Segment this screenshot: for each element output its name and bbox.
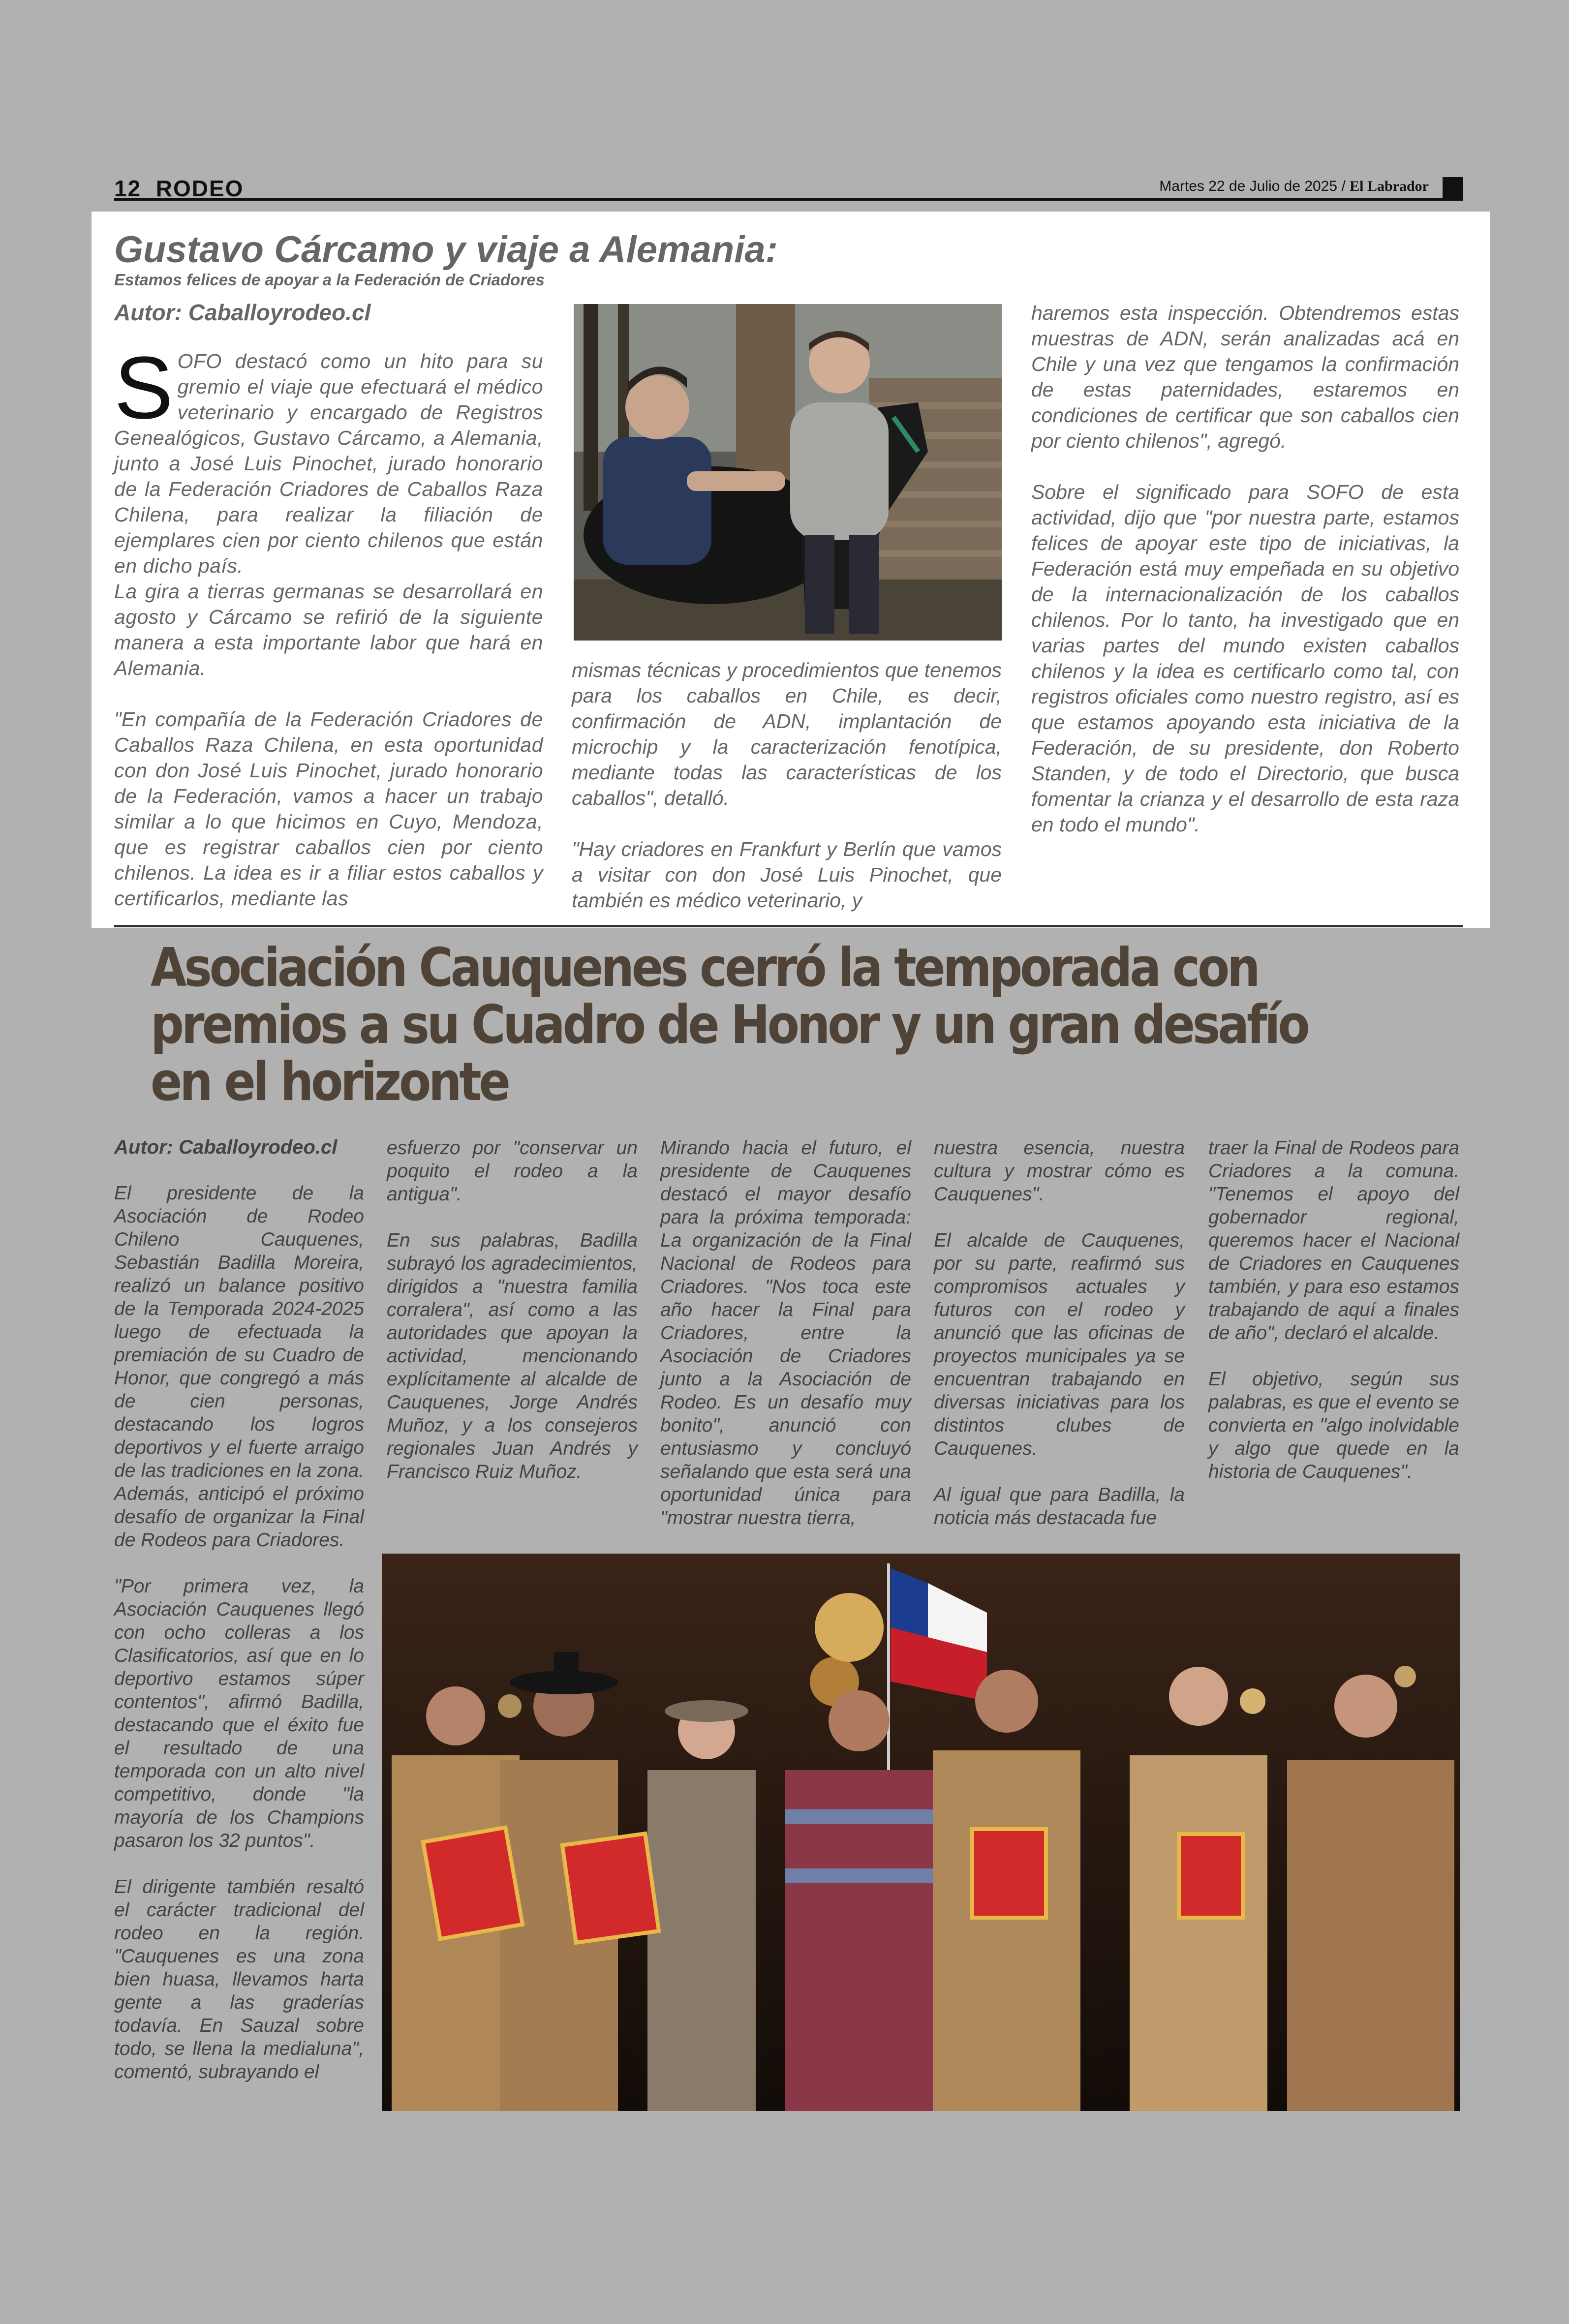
article2-column-2 [387, 1136, 638, 1506]
publication-name: El Labrador [1350, 178, 1429, 194]
dropcap: S [114, 338, 174, 437]
issue-date: Martes 22 de Julio de 2025 [1159, 178, 1338, 194]
paragraph: La gira a tierras germanas se desarrollará en agosto y Cárcamo se refirió de la siguiente manera a esta importante labor que hará en Alemania. [114, 580, 543, 679]
section-label: 12 RODEO [114, 176, 244, 201]
article2-column-3 [660, 1136, 911, 1553]
paragraph: "Por primera vez, la Asociación Cauquenes llegó con ocho colleras a los Clasificatorios, así que en lo deportivo estamos súper contentos", afirmó Badilla, destacando que el éxito fue el resultado de una temporada con un alto nivel competitivo, donde "la mayoría de los Champions pasaron los 32 puntos". [114, 1576, 364, 1851]
paragraph: "En compañía de la Federación Criadores de Caballos Raza Chilena, en esta oportunidad con don José Luis Pinochet, jurado honorario de la Federación, vamos a hacer un trabajo similar a lo que hicimos en Cuyo, Mendoza, que es registrar caballos cien por ciento chilenos. La idea es ir a filiar estos caballos y certificarlos, mediante las [114, 708, 543, 910]
paragraph: "Hay criadores en Frankfurt y Berlín que vamos a visitar con don José Luis Pinochet, que también es médico veterinario, y [572, 838, 1002, 912]
article1-column-1 [114, 338, 543, 937]
paragraph: haremos esta inspección. Obtendremos estas muestras de ADN, serán analizadas acá en Chile y una vez que tengamos la confirmación de estas paternidades, estaremos en condiciones de certificar que son caballos cien por ciento chilenos", agregó. [1031, 302, 1459, 452]
paragraph: traer la Final de Rodeos para Criadores a la comuna. "Tenemos el apoyo del gobernador regional, queremos hacer el Nacional de Criadores en Cauquenes también, y para eso estamos trabajando de aquí a finales de año", declaró el alcalde. [1208, 1137, 1459, 1344]
article1-column-3 [1031, 300, 1459, 863]
headline-line-3: en el horizonte [151, 1051, 508, 1113]
award-ceremony-photo [382, 1554, 1460, 2111]
horse-inspection-photo [574, 304, 1002, 641]
article1-column-2 [572, 657, 1002, 939]
horse-photo-illustration [574, 304, 1002, 641]
paragraph: Al igual que para Badilla, la noticia más destacada fue [934, 1484, 1185, 1529]
paragraph: En sus palabras, Badilla subrayó los agradecimientos, dirigidos a "nuestra familia corralera", así como a las autoridades que apoyan la actividad, mencionando explícitamente al alcalde de Cauquenes, Jorge Andrés Muñoz, y a los consejeros regionales Juan Andrés y Francisco Ruiz Muñoz. [387, 1230, 638, 1482]
article1-subtitle: Estamos felices de apoyar a la Federación de Criadores [114, 271, 545, 289]
header-date [1159, 178, 1429, 195]
paragraph: El alcalde de Cauquenes, por su parte, reafirmó sus compromisos actuales y futuros con el rodeo y anunció que las oficinas de proyectos municipales ya se encuentran trabajando en diversas iniciativas para los distintos clubes de Cauquenes. [934, 1230, 1185, 1459]
article1-author: Autor: Caballoyrodeo.cl [114, 300, 371, 325]
article1-title: Gustavo Cárcamo y viaje a Alemania: [114, 229, 778, 271]
paragraph: El objetivo, según sus palabras, es que el evento se convierta en "algo inolvidable y algo que quede en la historia de Cauquenes". [1208, 1369, 1459, 1482]
header-square-icon [1443, 177, 1463, 198]
article2-column-1 [114, 1182, 364, 2107]
article2-column-5 [1208, 1136, 1459, 1506]
paragraph: esfuerzo por "conservar un poquito el rodeo a la antigua". [387, 1137, 638, 1205]
section-divider [114, 925, 1463, 927]
paragraph: Mirando hacia el futuro, el presidente de Cauquenes destacó el mayor desafío para la próxima temporada: La organización de la Final Nacional de Rodeos para Criadores. "Nos toca este año hacer la Final para Criadores, entre la Asociación de Criadores junto a la Asociación de Rodeo. Es un desafío muy bonito", anunció con entusiasmo y concluyó señalando que esta será una oportunidad única para "mostrar nuestra tierra, [660, 1137, 911, 1529]
paragraph: Sobre el significado para SOFO de esta actividad, dijo que "por nuestra parte, estamos felices de apoyar este tipo de iniciativas, la Federación está muy empeñada en su objetivo de la internacionalización de los caballos chilenos. Por lo tanto, ha investigado que en varias partes del mundo existen caballos chilenos y la idea es certificarlo como tal, con registros oficiales como nuestro registro, así es que estamos apoyando esta iniciativa de la Federación, de su presidente, don Roberto Standen, y de todo el Directorio, que busca fomentar la crianza y el desarrollo de esta raza en todo el mundo". [1031, 481, 1459, 836]
headline-line-1: Asociación Cauquenes cerró la temporada con [151, 937, 1258, 999]
article2-column-4 [934, 1136, 1185, 1553]
article-carcamo [92, 212, 1490, 928]
headline-line-2: premios a su Cuadro de Honor y un gran desafío [151, 994, 1308, 1056]
award-group-illustration [382, 1554, 1460, 2111]
article2-headline [151, 937, 1308, 1113]
separator: / [1341, 178, 1346, 194]
paragraph: El presidente de la Asociación de Rodeo Chileno Cauquenes, Sebastián Badilla Moreira, realizó un balance positivo de la Temporada 2024-2025 luego de efectuada la premiación de su Cuadro de Honor, que congregó a más de cien personas, destacando los logros deportivos y el fuerte arraigo de las tradiciones en la zona. Además, anticipó el próximo desafío de organizar la Final de Rodeos para Criadores. [114, 1183, 364, 1551]
paragraph: OFO destacó como un hito para su gremio el viaje que efectuará el médico veterinario y encargado de Registros Genealógicos, Gustavo Cárcamo, a Alemania, junto a José Luis Pinochet, jurado honorario de la Federación Criadores de Caballos Raza Chilena, para realizar la filiación de ejemplares cien por ciento chilenos que están en dicho país. [114, 350, 543, 577]
paragraph: El dirigente también resaltó el carácter tradicional del rodeo en la región. "Cauquenes es una zona bien huasa, llevamos harta gente a las graderías todavía. En Sauzal sobre todo, se llena la medialuna", comentó, subrayando el [114, 1876, 364, 2082]
paragraph: nuestra esencia, nuestra cultura y mostrar cómo es Cauquenes". [934, 1137, 1185, 1205]
page-header [114, 175, 1463, 201]
paragraph: mismas técnicas y procedimientos que tenemos para los caballos en Chile, es decir, confirmación de ADN, implantación de microchip y la caracterización fenotípica, mediante todas las características de los caballos", detalló. [572, 659, 1002, 809]
article2-author: Autor: Caballoyrodeo.cl [114, 1136, 338, 1158]
